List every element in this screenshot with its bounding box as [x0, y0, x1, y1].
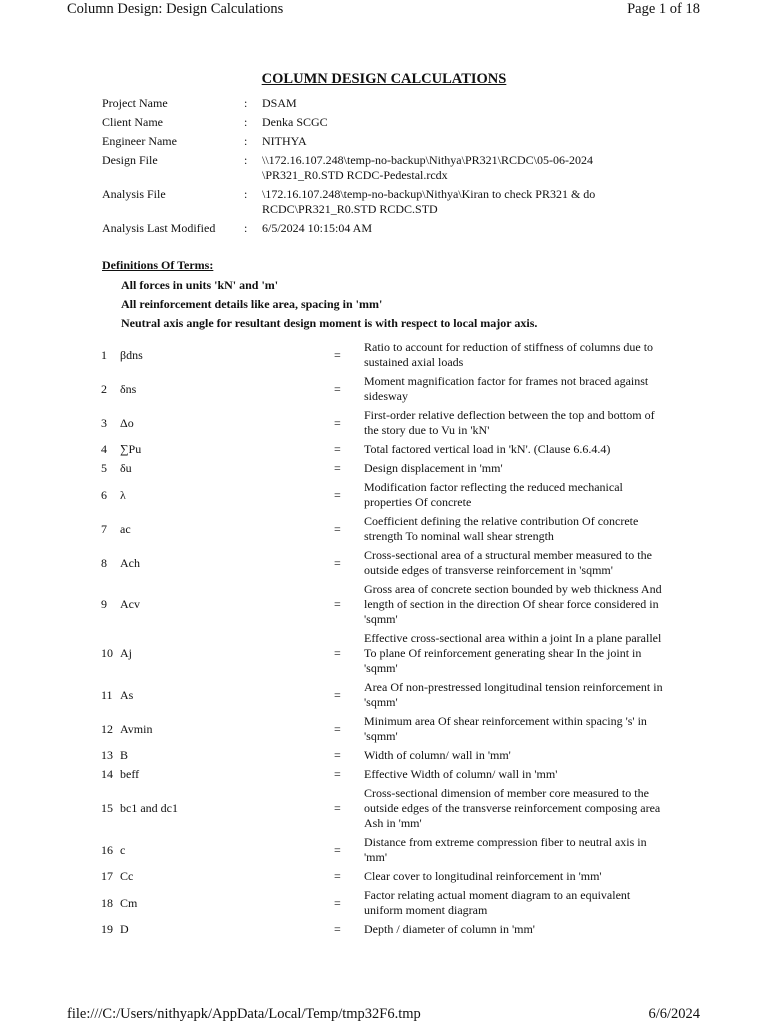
term-description: Gross area of concrete section bounded by web thickness And length of section in the direction Of shear force considered in 'sqmm' — [364, 582, 662, 626]
term-symbol: As — [120, 687, 134, 702]
term-equals: = — [334, 461, 341, 475]
term-number: 19 — [101, 922, 113, 936]
info-colon: : — [244, 153, 248, 167]
term-number: 8 — [101, 555, 107, 570]
page-number: Page 1 of 18 — [627, 1, 700, 17]
term-equals: = — [334, 721, 341, 736]
term-symbol: Cm — [120, 895, 138, 910]
term-row — [101, 714, 681, 744]
info-row-analysis-file — [102, 187, 652, 217]
term-number: 17 — [101, 869, 113, 883]
info-label: Analysis Last Modified — [102, 221, 216, 235]
term-equals: = — [334, 521, 341, 536]
term-description: Distance from extreme compression fiber to neutral axis in 'mm' — [364, 835, 647, 864]
term-row — [101, 786, 681, 831]
term-symbol: B — [120, 748, 129, 762]
term-symbol: beff — [120, 767, 140, 781]
term-symbol: δns — [120, 381, 137, 396]
term-description: Area Of non-prestressed longitudinal tension reinforcement in 'sqmm' — [364, 680, 663, 709]
term-symbol: c — [120, 842, 126, 857]
term-equals: = — [334, 597, 341, 611]
term-description: Total factored vertical load in 'kN'. (Clause 6.6.4.4) — [364, 442, 611, 456]
term-row — [101, 922, 681, 937]
term-number: 5 — [101, 461, 107, 475]
term-number: 7 — [101, 521, 107, 536]
term-number: 12 — [101, 721, 113, 736]
term-number: 15 — [101, 801, 113, 815]
page-header — [67, 0, 700, 20]
definitions-note: All forces in units 'kN' and 'm' — [121, 278, 279, 292]
term-symbol: Cc — [120, 869, 134, 883]
term-number: 10 — [101, 646, 113, 660]
term-equals: = — [334, 347, 341, 362]
definitions-note: All reinforcement details like area, spacing in 'mm' — [121, 297, 383, 311]
info-value: \172.16.107.248\temp-no-backup\Nithya\Kiran to check PR321 & do RCDC\PR321_R0.STD RCDC.STD — [262, 187, 596, 216]
term-number: 9 — [101, 597, 107, 611]
term-description: Depth / diameter of column in 'mm' — [364, 922, 535, 936]
info-value: NITHYA — [262, 134, 307, 148]
term-description: Cross-sectional area of a structural member measured to the outside edges of transverse reinforcement in 'sqmm' — [364, 548, 652, 577]
info-label: Client Name — [102, 115, 163, 129]
page-footer — [67, 1005, 700, 1025]
term-number: 13 — [101, 748, 113, 762]
term-symbol: ∑Pu — [120, 442, 142, 456]
info-colon: : — [244, 134, 248, 148]
term-equals: = — [334, 381, 341, 396]
term-equals: = — [334, 869, 341, 883]
term-row — [101, 548, 681, 578]
term-equals: = — [334, 748, 341, 762]
info-colon: : — [244, 96, 248, 110]
info-row-engineer — [102, 134, 652, 149]
term-row — [101, 748, 681, 763]
term-symbol: Δo — [120, 415, 134, 430]
term-equals: = — [334, 801, 341, 815]
term-description: Factor relating actual moment diagram to an equivalent uniform moment diagram — [364, 888, 631, 917]
info-row-analysis-modified — [102, 221, 652, 236]
info-value: Denka SCGC — [262, 115, 328, 129]
term-row — [101, 514, 681, 544]
term-description: Clear cover to longitudinal reinforcement in 'mm' — [364, 869, 602, 883]
term-description: Ratio to account for reduction of stiffness of columns due to sustained axial loads — [364, 340, 654, 369]
term-symbol: Ach — [120, 555, 140, 570]
definitions-heading: Definitions Of Terms: — [102, 258, 214, 272]
info-label: Project Name — [102, 96, 168, 110]
term-number: 3 — [101, 415, 107, 430]
term-description: Design displacement in 'mm' — [364, 461, 503, 475]
info-colon: : — [244, 115, 248, 129]
header-title: Column Design: Design Calculations — [67, 1, 284, 17]
term-equals: = — [334, 767, 341, 781]
term-number: 14 — [101, 767, 113, 781]
footer-date: 6/6/2024 — [648, 1006, 700, 1022]
project-info-table — [102, 96, 652, 240]
term-row — [101, 374, 681, 404]
info-row-client — [102, 115, 652, 130]
definitions-section — [102, 258, 537, 335]
term-equals: = — [334, 415, 341, 430]
term-symbol: δu — [120, 461, 132, 475]
term-row — [101, 835, 681, 865]
term-row — [101, 631, 681, 676]
term-row — [101, 340, 681, 370]
term-symbol: ac — [120, 521, 131, 536]
term-description: Modification factor reflecting the reduced mechanical properties Of concrete — [364, 480, 623, 509]
term-row — [101, 408, 681, 438]
term-description: First-order relative deflection between the top and bottom of the story due to Vu in 'kN' — [364, 408, 655, 437]
term-symbol: Acv — [120, 597, 140, 611]
term-description: Moment magnification factor for frames not braced against sidesway — [364, 374, 649, 403]
term-symbol: Aj — [120, 646, 132, 660]
term-row — [101, 888, 681, 918]
term-row — [101, 461, 681, 476]
term-symbol: D — [120, 922, 129, 936]
info-row-design-file — [102, 153, 652, 183]
info-colon: : — [244, 221, 248, 235]
term-number: 2 — [101, 381, 107, 396]
info-colon: : — [244, 187, 248, 201]
term-equals: = — [334, 487, 341, 502]
info-value: 6/5/2024 10:15:04 AM — [262, 221, 373, 235]
term-description: Width of column/ wall in 'mm' — [364, 748, 511, 762]
term-row — [101, 582, 681, 627]
term-description: Effective cross-sectional area within a joint In a plane parallel To plane Of reinforcement generating shear In the joint in 'sqmm' — [364, 631, 662, 675]
info-value: \\172.16.107.248\temp-no-backup\Nithya\PR321\RCDC\05-06-2024 \PR321_R0.STD RCDC-Pedestal.rcdx — [262, 153, 593, 182]
term-number: 18 — [101, 895, 113, 910]
terms-list — [101, 340, 681, 941]
term-equals: = — [334, 555, 341, 570]
term-symbol: λ — [120, 487, 126, 502]
info-label: Design File — [102, 153, 158, 167]
term-equals: = — [334, 687, 341, 702]
term-symbol: βdns — [120, 347, 143, 362]
term-equals: = — [334, 646, 341, 660]
term-description: Coefficient defining the relative contribution Of concrete strength To nominal wall shear strength — [364, 514, 639, 543]
term-number: 16 — [101, 842, 113, 857]
term-row — [101, 442, 681, 457]
term-row — [101, 869, 681, 884]
term-equals: = — [334, 922, 341, 936]
term-symbol: Avmin — [120, 721, 153, 736]
term-number: 11 — [101, 687, 113, 702]
term-number: 4 — [101, 442, 107, 456]
term-row — [101, 680, 681, 710]
term-description: Effective Width of column/ wall in 'mm' — [364, 767, 558, 781]
info-value: DSAM — [262, 96, 297, 110]
term-description: Minimum area Of shear reinforcement within spacing 's' in 'sqmm' — [364, 714, 647, 743]
info-row-project — [102, 96, 652, 111]
document-title: COLUMN DESIGN CALCULATIONS — [261, 71, 507, 87]
term-description: Cross-sectional dimension of member core measured to the outside edges of the transverse reinforcement composing area Ash in 'mm' — [364, 786, 661, 830]
term-equals: = — [334, 442, 341, 456]
footer-file-path: file:///C:/Users/nithyapk/AppData/Local/Temp/tmp32F6.tmp — [67, 1006, 421, 1022]
term-number: 1 — [101, 347, 107, 362]
info-label: Analysis File — [102, 187, 166, 201]
definitions-note: Neutral axis angle for resultant design moment is with respect to local major axis. — [121, 316, 538, 330]
term-number: 6 — [101, 487, 107, 502]
term-row — [101, 767, 681, 782]
term-equals: = — [334, 842, 341, 857]
term-symbol: bc1 and dc1 — [120, 801, 178, 815]
term-row — [101, 480, 681, 510]
term-equals: = — [334, 895, 341, 910]
info-label: Engineer Name — [102, 134, 177, 148]
